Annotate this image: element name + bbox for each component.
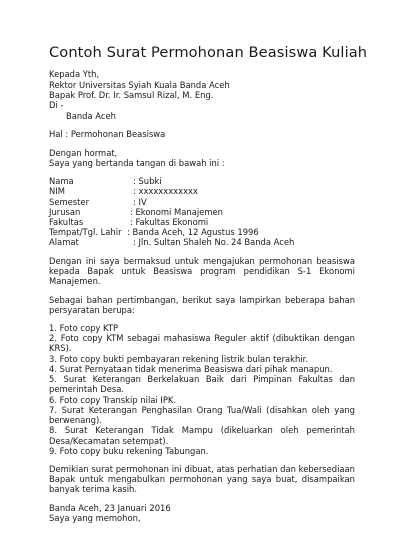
- sign-off: Saya yang memohon,: [49, 513, 141, 523]
- purpose-line-3: Manajemen.: [49, 276, 101, 286]
- subject-line: Hal : Permohonan Beasiswa: [49, 129, 166, 139]
- list-item: 7. Surat Keterangan Penghasilan Orang Tua/Wali (disahkan oleh yang: [49, 405, 355, 415]
- identity-value: : IV: [133, 197, 147, 207]
- recipient-line-4: Di -: [49, 100, 64, 110]
- list-item: 8. Surat Keterangan Tidak Mampu (dikeluarkan oleh pemerintah: [49, 425, 355, 435]
- recipient-line-2: Rektor Universitas Syiah Kuala Banda Aceh: [49, 80, 230, 90]
- list-item: Desa/Kecamatan setempat).: [49, 436, 169, 446]
- requirements-intro-line-1: Sebagai bahan pertimbangan, berikut saya lampirkan beberapa bahan: [49, 295, 355, 305]
- identity-label: Fakultas: [49, 217, 84, 227]
- identity-value: : xxxxxxxxxxxx: [133, 186, 198, 196]
- recipient-line-5: Banda Aceh: [66, 111, 116, 121]
- list-item: pemerintah Desa.: [49, 384, 125, 394]
- closing-line-2: Bapak untuk mengabulkan permohonan yang saya buat, disampaikan: [49, 474, 355, 484]
- identity-label: Jurusan: [49, 207, 81, 217]
- list-item: 1. Foto copy KTP: [49, 323, 119, 333]
- purpose-line-1: Dengan ini saya bermaksud untuk mengajukan permohonan beasiswa: [49, 256, 355, 266]
- list-item: 3. Foto copy bukti pembayaran rekening listrik bulan terakhir.: [49, 354, 308, 364]
- place-date: Banda Aceh, 23 Januari 2016: [49, 503, 171, 513]
- intro-line: Saya yang bertanda tangan di bawah ini :: [49, 158, 225, 168]
- identity-value: : Banda Aceh, 12 Agustus 1996: [127, 227, 259, 237]
- list-item: 4. Surat Pernyataan tidak menerima Beasiswa dari pihak manapun.: [49, 364, 333, 374]
- identity-label: Semester: [49, 197, 90, 207]
- recipient-line-3: Bapak Prof. Dr. Ir. Samsul Rizal, M. Eng.: [49, 90, 214, 100]
- list-item: berwenang).: [49, 415, 102, 425]
- identity-label: Tempat/Tgl. Lahir: [49, 227, 122, 237]
- identity-label: Nama: [49, 176, 74, 186]
- closing-line-3: banyak terima kasih.: [49, 484, 138, 494]
- list-item: 6. Foto copy Transkip nilai IPK.: [49, 395, 177, 405]
- identity-value: : Ekonomi Manajemen: [130, 207, 223, 217]
- greeting: Dengan hormat,: [49, 148, 118, 158]
- list-item: 2. Foto copy KTM sebagai mahasiswa Reguler aktif (dibuktikan dengan: [49, 333, 355, 343]
- recipient-line-1: Kepada Yth,: [49, 69, 100, 79]
- list-item: 5. Surat Keterangan Berkelakuan Baik dari Pimpinan Fakultas dan: [49, 374, 355, 384]
- purpose-line-2: kepada Bapak untuk Beasiswa program pendidikan S-1 Ekonomi: [49, 266, 355, 276]
- identity-value: : Jln. Sultan Shaleh No. 24 Banda Aceh: [133, 237, 295, 247]
- identity-label: Alamat: [49, 237, 79, 247]
- letter-title: Contoh Surat Permohonan Beasiswa Kuliah: [49, 44, 368, 61]
- identity-value: : Fakultas Ekonomi: [130, 217, 209, 227]
- requirements-intro-line-2: persyaratan berupa:: [49, 305, 135, 315]
- list-item: KRS).: [49, 343, 72, 353]
- identity-value: : Subki: [133, 176, 162, 186]
- closing-line-1: Demikian surat permohonan ini dibuat, atas perhatian dan kebersediaan: [49, 464, 355, 474]
- identity-label: NIM: [49, 186, 65, 196]
- list-item: 9. Foto copy buku rekening Tabungan.: [49, 446, 209, 456]
